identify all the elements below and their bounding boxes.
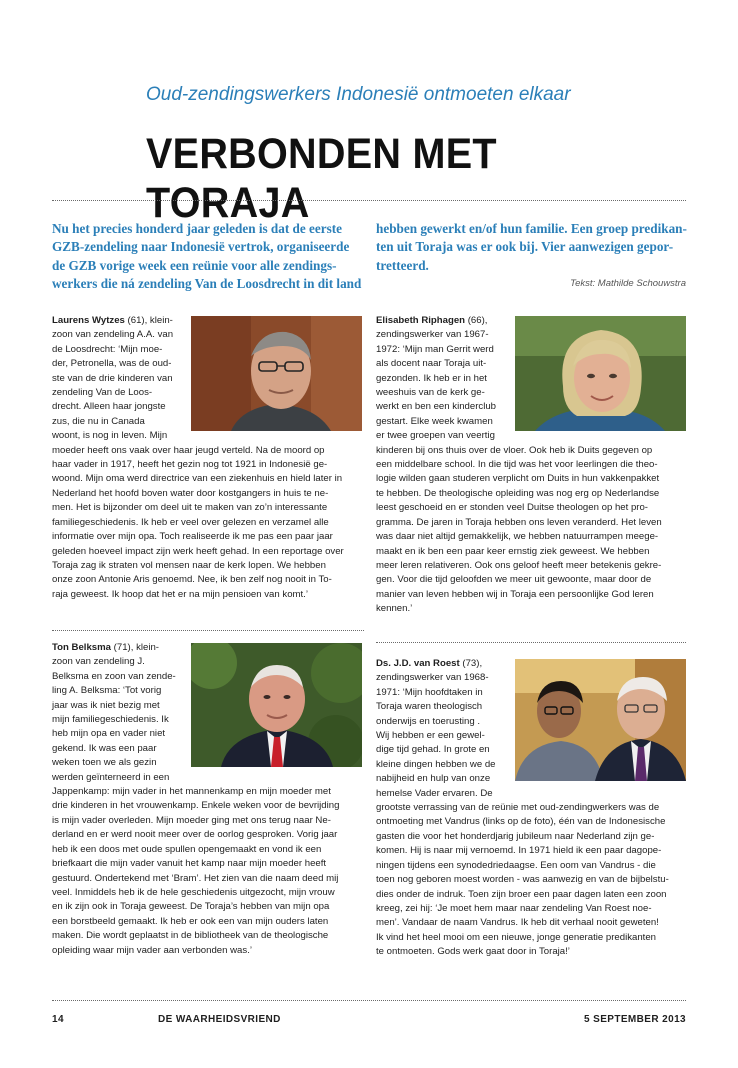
text-line: grootste verrassing van de reünie met oud-zendingwerkers was de <box>376 802 660 814</box>
text-line: weeshuis van de kerk ge- <box>376 387 485 399</box>
text-line: familiegeschiedenis. Ik heb er veel over gelezen en verzamel alle <box>52 516 329 528</box>
publication-name: DE WAARHEIDSVRIEND <box>158 1014 281 1025</box>
text-line: zoon van zendeling A.A. van <box>52 329 174 341</box>
profile-elisabeth-riphagen <box>376 314 688 617</box>
intro-left <box>52 220 370 293</box>
text-line: kreeg, zei hij: ‘Je moet hem maar naar zendeling Van Roest noe- <box>376 902 652 914</box>
text-line: Jappenkamp: mijn vader in het mannenkamp en mijn moeder met <box>52 786 331 798</box>
text-line: kennen.’ <box>376 603 413 615</box>
text-line: Wij hebben er een gewel- <box>376 730 485 742</box>
text-line: maakt en ik ben een paar keer ernstig ziek geweest. We hebben <box>376 545 650 557</box>
text-line: informatie over mijn opa. Toch realiseerde ik me pas een paar jaar <box>52 531 333 543</box>
text-line: haar vader in 1917, heeft het gezin nog tot 1921 in Indonesië ge- <box>52 459 328 471</box>
text-line: weken toen we als gezin <box>52 757 157 769</box>
text-line: er twee groepen van veertig <box>376 430 495 442</box>
text-line: gen. Voor die tijd geloofden we meer uit gewoonte, maar door de <box>376 574 652 586</box>
text-line: der, Petronella, was de oud- <box>52 358 172 370</box>
text-line: komen. Hij is naar mij vernoemd. In 1971 hield ik een paar dagope- <box>376 845 662 857</box>
text-line: mijn familiegeschiedenis. Ik <box>52 714 169 726</box>
text-line: gramma. De jaren in Toraja hebben ons leven veranderd. Het leven <box>376 516 662 528</box>
text-line: zoon van zendeling J. <box>52 656 145 668</box>
intro-line: Nu het precies honderd jaar geleden is dat de eerste <box>52 221 342 236</box>
text-line: raja geweest. Ik hoop dat het er na mijn pensioen van komt.’ <box>52 588 308 600</box>
text-line: drie kinderen in het vrouwenkamp. Enkele weken voor de bevrijding <box>52 800 340 812</box>
divider-left <box>52 630 364 631</box>
text-line: hemelse Vader ervaren. De <box>376 787 493 799</box>
intro-line: ten uit Toraja was er ook bij. Vier aanwezigen gepor- <box>376 239 674 255</box>
profile-jd-van-roest <box>376 657 688 960</box>
text-line: werkt en ben een kinderclub <box>376 401 496 413</box>
text-line: nabijheid en hulp van onze <box>376 773 491 785</box>
text-line: geleden hoeveel impact zijn werk heeft gehad. In een reportage over <box>52 545 344 557</box>
divider-top <box>52 200 686 201</box>
text-line: te ontmoeten. Gods werk gaat door in Toraja!’ <box>376 946 570 958</box>
text-line: ste van de drie kinderen van <box>52 372 173 384</box>
text-line: gestart. Elke week kwamen <box>376 415 493 427</box>
text-line: derland en er werd nooit meer over de oorlog gesproken. Vorig jaar <box>52 829 338 841</box>
text-line: gekend. Ik was een paar <box>52 742 157 754</box>
text-line: gestuurd. Ondertekend met ‘Bram’. Het zien van die naam deed mij <box>52 872 339 884</box>
profile-ton-belksma <box>52 641 364 958</box>
text-line: men’. Vandaar de naam Vandrus. Ik heb dit verhaal nooit geweten! <box>376 917 659 929</box>
text-line: een middelbare school. In die tijd was het voor leerlingen die theo- <box>376 459 658 471</box>
text-line: zendeling Van de Loos- <box>52 387 153 399</box>
text-line: (61), klein- <box>124 315 173 326</box>
text-line: woont, is nog in leven. Mijn <box>52 430 168 442</box>
text-line: Nederland het hoofd boven water door kostgangers in huis te ne- <box>52 487 329 499</box>
text-line: zendingswerker van 1967- <box>376 329 489 341</box>
page-number: 14 <box>52 1014 64 1025</box>
text-line: ling A. Belksma: ‘Tot vorig <box>52 685 162 697</box>
text-line: leest geschoeid en er stonden veel Duitse theologen op het pro- <box>376 502 649 514</box>
article-kicker: Oud-zendingswerkers Indonesië ontmoeten elkaar <box>146 84 571 105</box>
text-line: te hebben. De theologische opleiding was nog erg op Nederlandse <box>376 487 660 499</box>
text-line: gasten die voor het honderdjarig jubileum naar Nederland zijn ge- <box>376 830 655 842</box>
text-line: opleiding waar mijn vader aan verbonden was.’ <box>52 944 252 956</box>
text-line: Toraja zag ik straten vol mensen naar de kerk lopen. We hebben <box>52 559 326 571</box>
text-line: was daar niet altijd gemakkelijk, we hebben natuurrampen meege- <box>376 531 659 543</box>
text-line: logie wilden gaan studeren verplicht om Duits in hun vakkenpakket <box>376 473 660 485</box>
text-line: dies onder de indruk. Toen zijn broer een paar dagen laten een zoon <box>376 888 667 900</box>
text-line: toen nog geboren moest worden - was aanwezig en van de bijbelstu- <box>376 874 669 886</box>
text-line: een borstbeeld gemaakt. Ik heb er ook een van mijn ouders laten <box>52 915 329 927</box>
text-line: en ik zijn ook in Toraja geweest. De Toraja’s hebben van mijn opa <box>52 901 330 913</box>
intro-line: hebben gewerkt en/of hun familie. Een groep predikan- <box>376 221 687 236</box>
text-line: kinderen bij ons thuis over de vloer. Ook heb ik Duits gegeven op <box>376 444 653 456</box>
text-line: 1972: ‘Mijn man Gerrit werd <box>376 343 494 355</box>
text-line: kleine dingen hebben we de <box>376 758 496 770</box>
text-line: (66), <box>465 315 488 326</box>
text-line: heb ik een doos met oude spullen opengemaakt en vond ik een <box>52 843 322 855</box>
text-line: manier van leven hebben wij in Toraja een persoonlijke God leren <box>376 588 654 600</box>
text-line: woond. Mijn oma werd directrice van een ziekenhuis en hield later in <box>52 473 343 485</box>
text-line: men. Het is bijzonder om deel uit te maken van zo’n interessante <box>52 502 328 514</box>
text-line: veel. Inmiddels heb ik de hele geschiedenis uitgezocht, mijn vrouw <box>52 886 335 898</box>
text-line: Belksma en zoon van zende- <box>52 670 176 682</box>
text-line: Ik vind het heel mooi om een nieuwe, jonge generatie predikanten <box>376 931 657 943</box>
text-line: werden geïnterneerd in een <box>52 771 170 783</box>
profile-name: Elisabeth Riphagen <box>376 315 466 326</box>
intro-line: werkers die ná zendeling Van de Loosdrecht in dit land <box>52 275 362 291</box>
text-line: (71), klein- <box>111 642 159 653</box>
text-line: drecht. Alleen haar jongste <box>52 401 166 413</box>
text-line: als docent naar Toraja uit- <box>376 358 487 370</box>
profile-name: Ton Belksma <box>52 642 112 653</box>
text-line: ningen tijdens een synodedriedaagse. Een oom van Vandrus - die <box>376 859 656 871</box>
text-line: dige tijd gehad. In grote en <box>376 744 490 756</box>
text-line: maken. Die wordt geplaatst in de bibliotheek van de theologische <box>52 930 329 942</box>
text-line: ontmoeting met Vandrus (links op de foto), één van de Indonesische <box>376 816 666 828</box>
text-line: onderwijs en toerusting . <box>376 715 480 727</box>
text-line: 1971: ‘Mijn hoofdtaken in <box>376 686 483 698</box>
text-line: is mijn vader overleden. Mijn moeder ging met ons terug naar Ne- <box>52 814 331 826</box>
intro-line: de GZB vorige week een reünie voor alle zendings- <box>52 257 337 273</box>
text-line: onze zoon Antonie Aris genoemd. Nee, ik ben zelf nog nooit in To- <box>52 574 332 586</box>
publication-date: 5 SEPTEMBER 2013 <box>584 1014 686 1025</box>
text-line: (73), <box>459 658 483 669</box>
profile-laurens-wytzes <box>52 314 364 602</box>
author-credit: Tekst: Mathilde Schouwstra <box>570 278 686 289</box>
divider-right <box>376 642 686 643</box>
text-line: gezonden. Ik heb er in het <box>376 372 487 384</box>
text-line: de Loosdrecht: ‘Mijn moe- <box>52 343 163 355</box>
intro-line: GZB-zendeling naar Indonesië vertrok, organiseerde <box>52 239 350 255</box>
article-headline: VERBONDEN MET TORAJA <box>146 130 497 227</box>
text-line: zendingswerker van 1968- <box>376 672 489 684</box>
text-line: briefkaart die mijn vader vanuit het kamp naar mijn moeder heeft <box>52 858 327 870</box>
text-line: zus, die nu in Canada <box>52 415 145 427</box>
text-line: jaar was ik niet bezig met <box>52 699 160 711</box>
profile-name: Ds. J.D. van Roest <box>376 658 460 669</box>
text-line: heb mijn opa en vader niet <box>52 728 166 740</box>
intro-line: tretteerd. <box>376 257 429 273</box>
text-line: meer leren relativeren. Ook ons geloof heeft meer betekenis gekre- <box>376 559 662 571</box>
profile-name: Laurens Wytzes <box>52 315 125 326</box>
intro-right <box>376 220 688 275</box>
text-line: moeder heeft ons vaak over haar jeugd verteld. Na de moord op <box>52 444 325 456</box>
divider-footer <box>52 1000 686 1001</box>
text-line: Toraja waren theologisch <box>376 701 483 713</box>
